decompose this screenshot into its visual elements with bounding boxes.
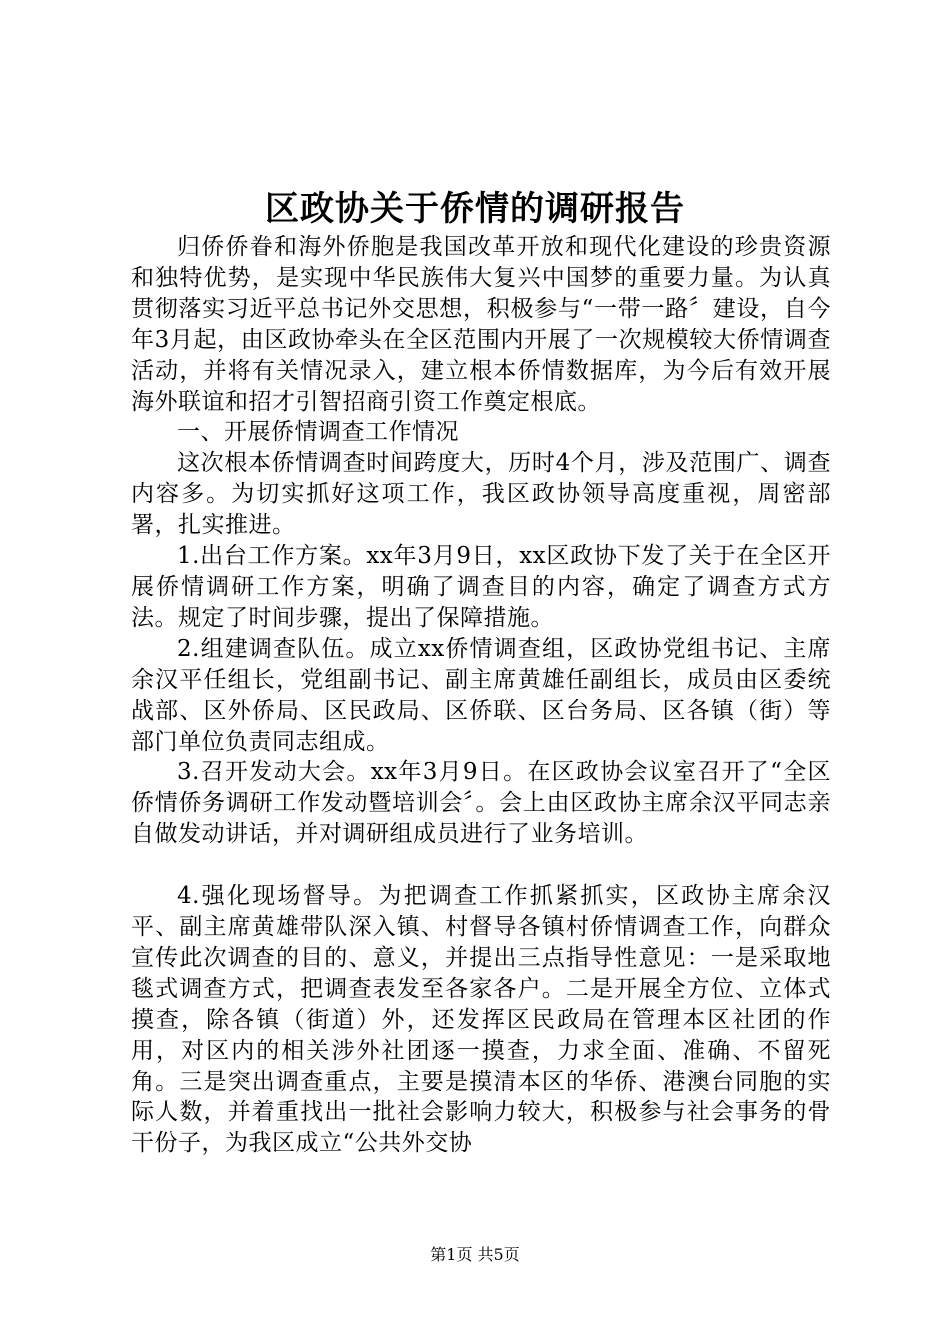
paragraph-item-3: 3.召开发动大会。xx年3月9日。在区政协会议室召开了“全区侨情侨务调研工作发动暨培训会〞。会上由区政协主席余汉平同志亲自做发动讲话，并对调研组成员进行了业务培训。 (131, 759, 831, 848)
section-heading: 一、开展侨情调查工作情况 (177, 419, 459, 446)
page-footer: 第1页 共5页 (430, 1245, 520, 1264)
document-title: 区政协关于侨情的调研报告 (265, 189, 685, 229)
paragraph-intro: 归侨侨眷和海外侨胞是我国改革开放和现代化建设的珍贵资源和独特优势，是实现中华民族伟大复兴中国梦的重要力量。为认真贯彻落实习近平总书记外交思想，积极参与“一带一路〞建设，自今年3月起，由区政协牵头在全区范围内开展了一次规模较大侨情调查活动，并将有关情况录入，建立根本侨情数据库，为今后有效开展海外联谊和招才引智招商引资工作奠定根底。 (131, 234, 831, 415)
paragraph-item-2: 2.组建调查队伍。成立xx侨情调查组，区政协党组书记、主席余汉平任组长，党组副书记、副主席黄雄任副组长，成员由区委统战部、区外侨局、区民政局、区侨联、区台务局、区各镇（街）等部门单位负责同志组成。 (131, 635, 831, 755)
paragraph-item-1: 1.出台工作方案。xx年3月9日，xx区政协下发了关于在全区开展侨情调研工作方案，明确了调查目的内容，确定了调查方式方法。规定了时间步骤，提出了保障措施。 (131, 543, 831, 631)
paragraph-item-4: 4.强化现场督导。为把调查工作抓紧抓实，区政协主席余汉平、副主席黄雄带队深入镇、村督导各镇村侨情调查工作，向群众宣传此次调查的目的、意义，并提出三点指导性意见：一是采取地毯式调查方式，把调查表发至各家各户。二是开展全方位、立体式摸查，除各镇（街道）外，还发挥区民政局在管理本区社团的作用，对区内的相关涉外社团逐一摸查，力求全面、准确、不留死角。三是突出调查重点，主要是摸清本区的华侨、港澳台同胞的实际人数，并着重找出一批社会影响力较大，积极参与社会事务的骨干份子，为我区成立“公共外交协 (131, 883, 831, 1157)
document-body (131, 232, 831, 1159)
paragraph-overview: 这次根本侨情调查时间跨度大，历时4个月，涉及范围广、调查内容多。为切实抓好这项工作，我区政协领导高度重视，周密部署，扎实推进。 (131, 450, 831, 539)
